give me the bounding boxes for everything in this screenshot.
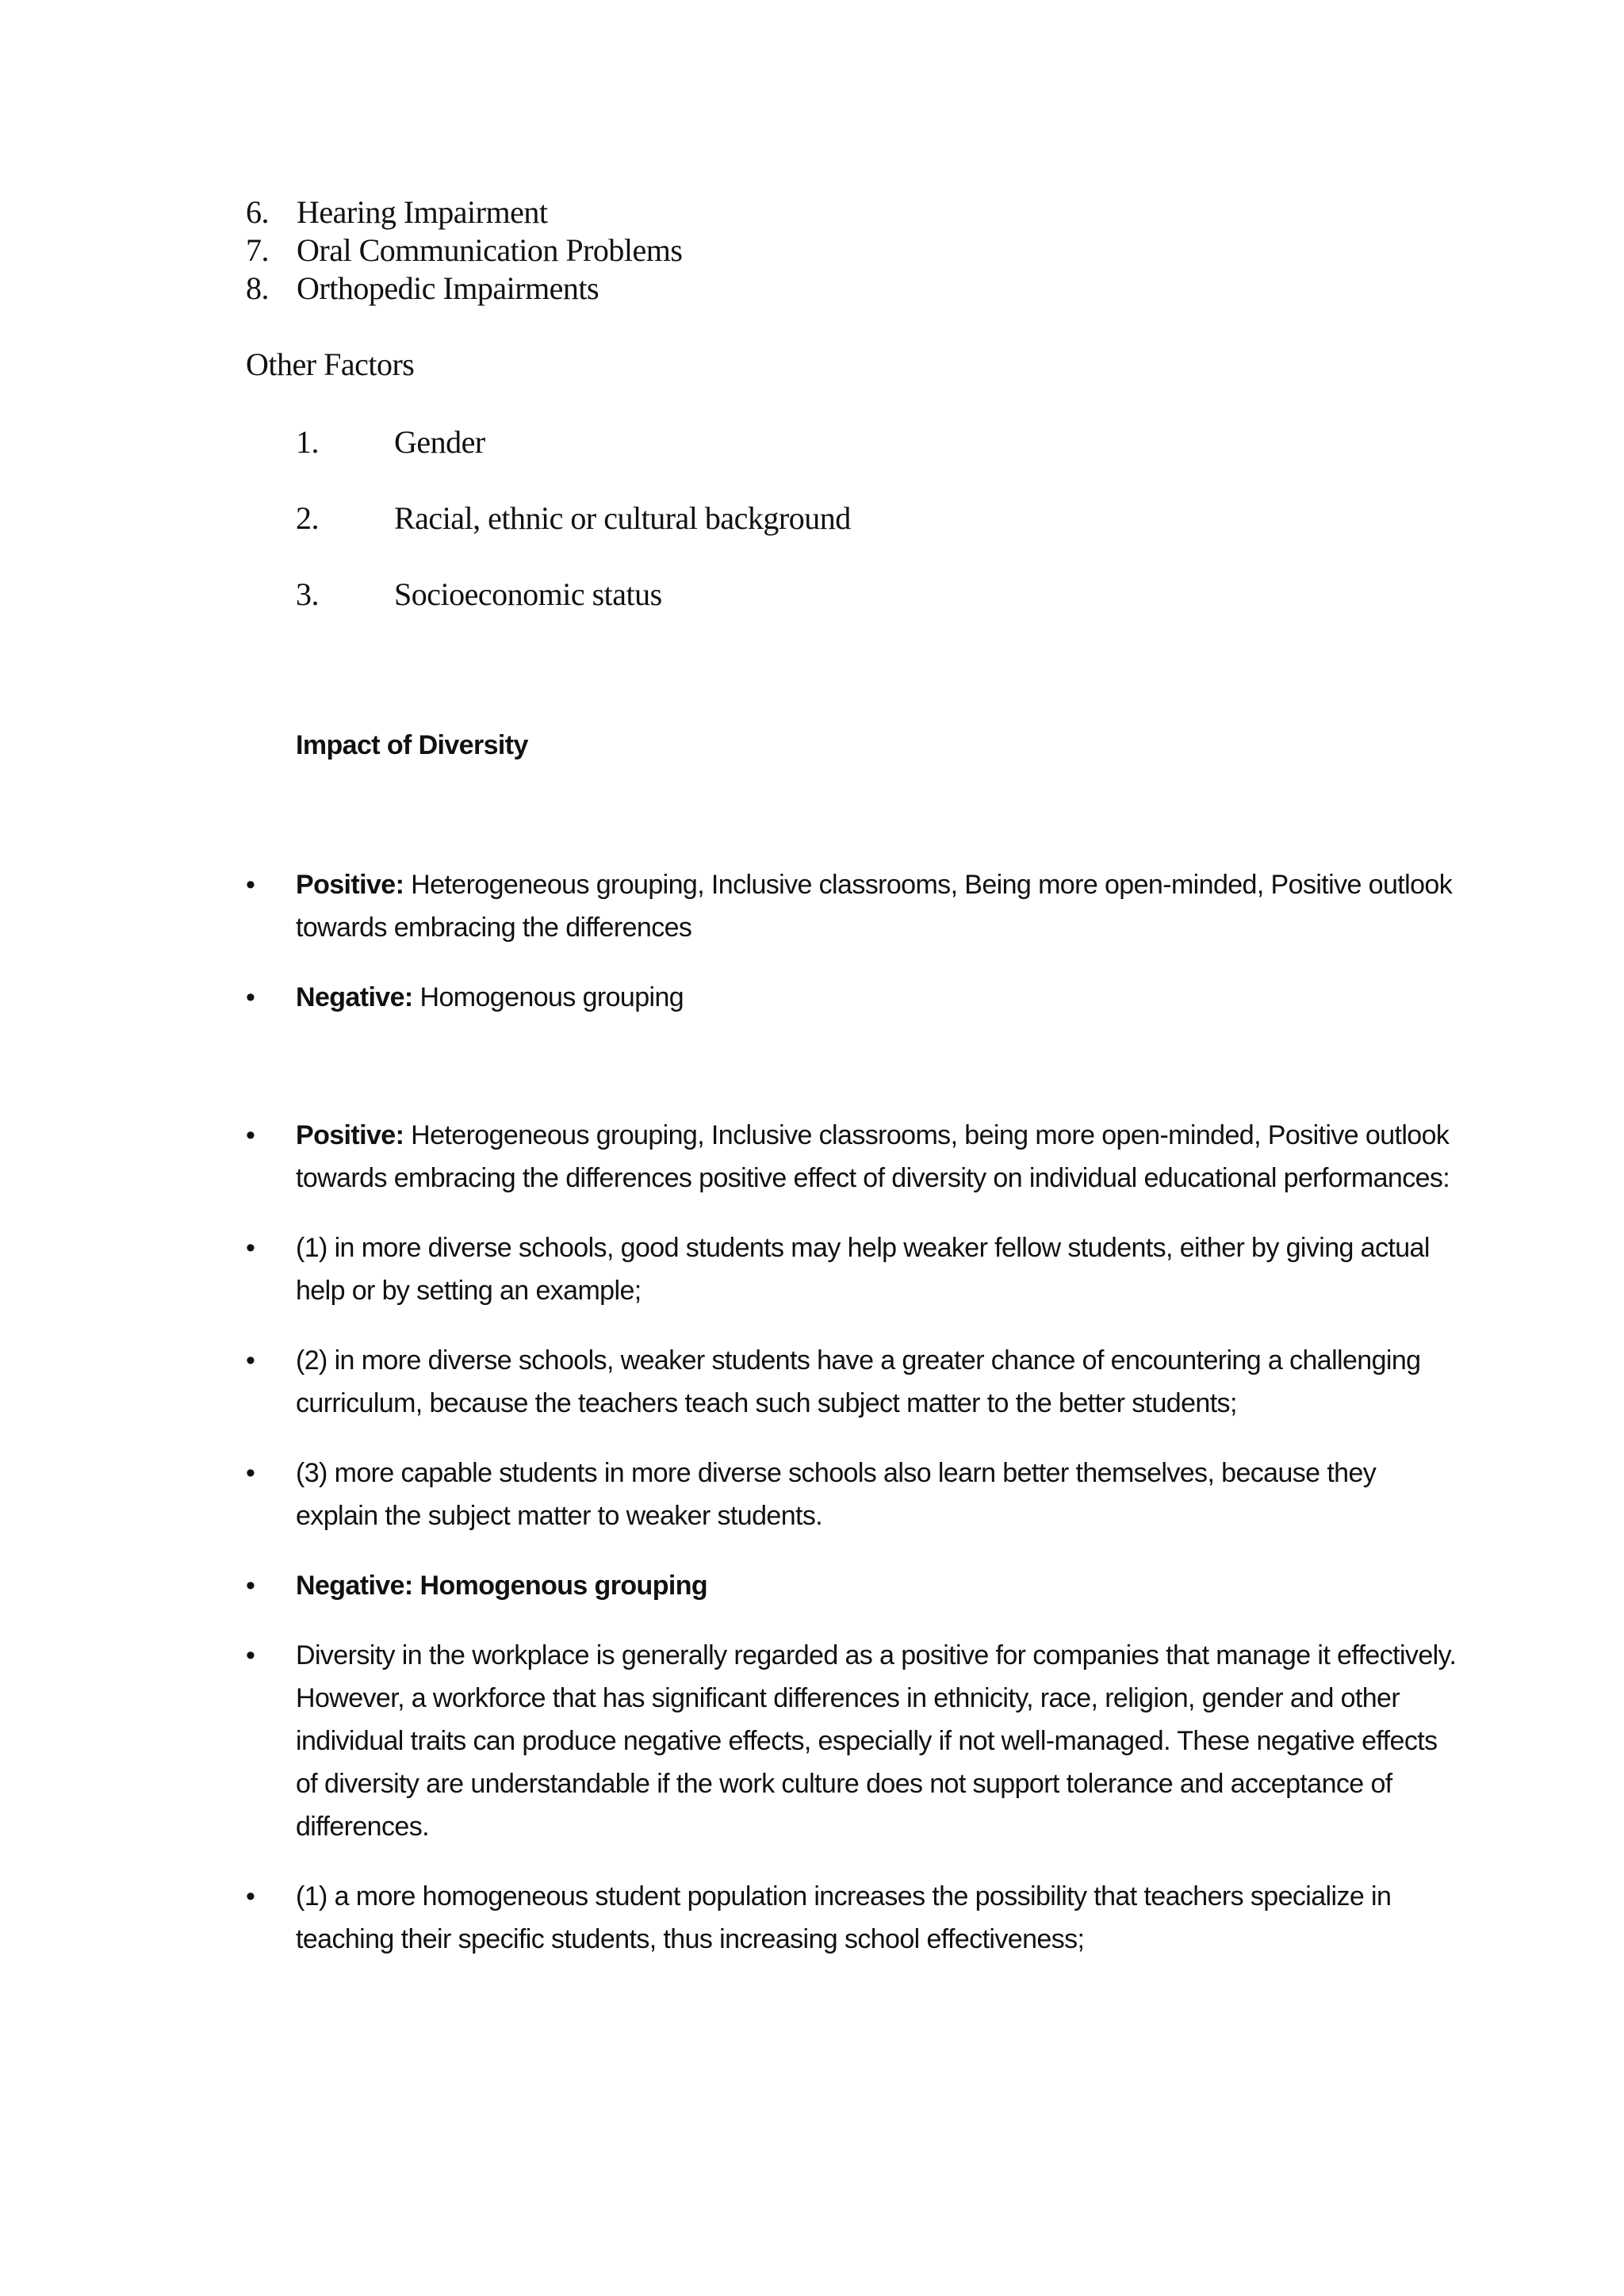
- bullet-item: [246, 1634, 1459, 1848]
- item-text: Socioeconomic status: [394, 576, 662, 612]
- item-number: 1.: [296, 424, 319, 460]
- bullet-text: (2) in more diverse schools, weaker students have a greater chance of encountering a challenging curriculum, because the teachers teach such subject matter to the better students;: [296, 1345, 1421, 1418]
- bullet-text: Heterogeneous grouping, Inclusive classrooms, Being more open-minded, Positive outlook towards embracing the differences: [296, 870, 1453, 943]
- other-factors-list: [296, 423, 851, 652]
- list-item: [246, 193, 682, 232]
- bullet-glyph: •: [246, 1458, 255, 1488]
- bullet-glyph: •: [246, 870, 255, 900]
- impact-heading: Impact of Diversity: [296, 730, 528, 760]
- bullet-item: [246, 863, 1459, 949]
- list-item: [296, 423, 851, 499]
- bullet-item: [246, 1564, 1459, 1607]
- item-number: 6.: [246, 194, 269, 230]
- bullet-glyph: •: [246, 982, 255, 1012]
- bullet-glyph: •: [246, 1640, 255, 1670]
- item-text: Oral Communication Problems: [297, 232, 683, 268]
- item-text: Orthopedic Impairments: [297, 270, 599, 306]
- bullet-text: Diversity in the workplace is generally regarded as a positive for companies that manage it effectively. However, a workforce that has significant differences in ethnicity, race, religion, gender and other individual traits can produce negative effects, especially if not well-managed. These negative effects of diversity are understandable if the work culture does not support tolerance and acceptance of differences.: [296, 1640, 1457, 1842]
- bullet-item: [246, 976, 1459, 1019]
- bullet-item: [246, 1875, 1459, 1961]
- bullet-label: Negative: Homogenous grouping: [296, 1571, 708, 1601]
- bullet-text: (1) in more diverse schools, good students may help weaker fellow students, either by giving actual help or by setting an example;: [296, 1233, 1430, 1306]
- bullet-text: (3) more capable students in more diverse schools also learn better themselves, because they explain the subject matter to weaker students.: [296, 1458, 1377, 1531]
- impairments-list: [246, 193, 682, 308]
- item-number: 3.: [296, 576, 319, 612]
- bullet-glyph: •: [246, 1571, 255, 1601]
- impact-bullets-1: [246, 863, 1459, 1046]
- list-item: [246, 270, 682, 308]
- bullet-label: Positive:: [296, 870, 404, 900]
- other-factors-heading: Other Factors: [246, 346, 415, 382]
- item-number: 7.: [246, 232, 269, 268]
- bullet-glyph: •: [246, 1881, 255, 1911]
- list-item: [296, 576, 851, 652]
- bullet-glyph: •: [246, 1233, 255, 1263]
- bullet-glyph: •: [246, 1120, 255, 1150]
- item-text: Racial, ethnic or cultural background: [394, 500, 851, 536]
- bullet-text: Homogenous grouping: [412, 982, 684, 1012]
- bullet-text: Heterogeneous grouping, Inclusive classrooms, being more open-minded, Positive outlook towards embracing the differences positive effect of diversity on individual educational performances:: [296, 1120, 1450, 1193]
- list-item: [296, 499, 851, 576]
- list-item: [246, 232, 682, 270]
- bullet-label: Positive:: [296, 1120, 404, 1150]
- bullet-item: [246, 1114, 1459, 1200]
- bullet-item: [246, 1339, 1459, 1425]
- impact-bullets-2: [246, 1114, 1459, 1988]
- bullet-item: [246, 1226, 1459, 1312]
- bullet-glyph: •: [246, 1345, 255, 1376]
- bullet-text: (1) a more homogeneous student population increases the possibility that teachers specialize in teaching their specific students, thus increasing school effectiveness;: [296, 1881, 1392, 1954]
- item-number: 8.: [246, 270, 269, 306]
- item-text: Hearing Impairment: [297, 194, 548, 230]
- item-number: 2.: [296, 500, 319, 536]
- bullet-item: [246, 1452, 1459, 1537]
- bullet-label: Negative:: [296, 982, 413, 1012]
- item-text: Gender: [394, 424, 485, 460]
